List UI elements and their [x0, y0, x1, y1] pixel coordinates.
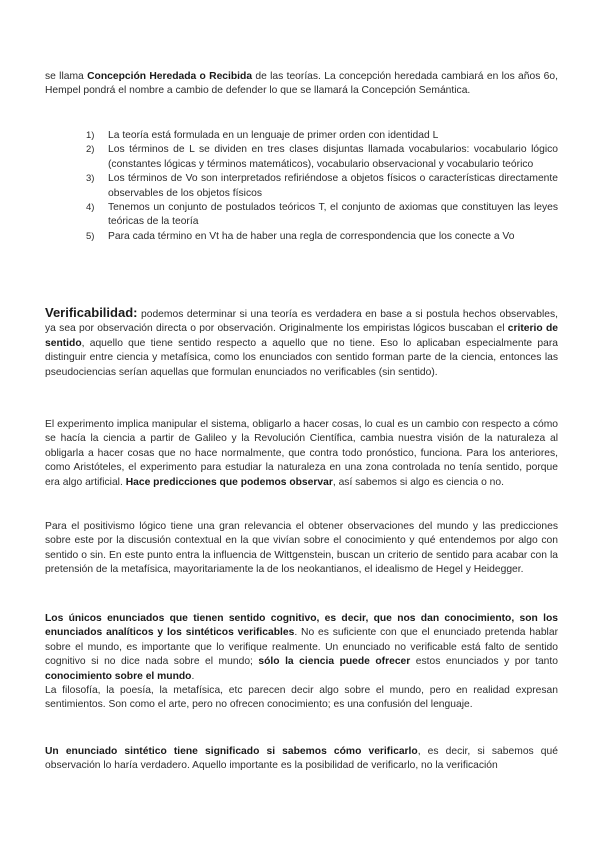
list-item: 3) Los términos de Vo son interpretados refiriéndose a objetos físicos o características directamente observables de los objetos físicos — [86, 173, 558, 199]
experimento-paragraph: El experimento implica manipular el sistema, obligarlo a hacer cosas, lo cual es un cambio con respecto a cómo se hacía la ciencia a partir de Galileo y la Revolución Científica, cambia nuestra visión de la naturaleza al obligarla a hacer cosas que no hace normalmente, que contra todo pronóstico, funciona. Para los anteriores, como Aristóteles, el experimento para estudiar la naturaleza en una zona controlada no tenía sentido, porque era algo artificial. Hace predicciones que podemos observar, así sabemos si algo es ciencia o no. — [45, 419, 558, 488]
list-item: 2) Los términos de L se dividen en tres clases disjuntas llamada vocabularios: vocabulario lógico (constantes lógicas y términos matemáticos), vocabulario observacional y vocabulario teórico — [86, 144, 558, 170]
list-item: 4) Tenemos un conjunto de postulados teóricos T, el conjunto de axiomas que constituyen las leyes teóricas de la teoría — [86, 202, 558, 228]
intro-paragraph: se llama Concepción Heredada o Recibida de las teorías. La concepción heredada cambiará en los años 6o, Hempel pondrá el nombre a cambio de defender lo que se llamará la Concepción Semántica. — [45, 71, 559, 97]
positivismo-paragraph: Para el positivismo lógico tiene una gran relevancia el obtener observaciones del mundo y las predicciones sobre este por la discusión contextual en la que vivían sobre el conocimiento y qué entendemos por algo con sentido o sin. En este punto entra la influencia de Wittgenstein, buscan un criterio de sentido para acabar con la pretensión de la metafísica, mayoritariamente la de los neokantianos, el idealismo de Hegel y Heidegger. — [45, 521, 558, 576]
sintetico-paragraph: Un enunciado sintético tiene significado si sabemos cómo verificarlo, es decir, si sabemos qué observación lo haría verdadero. Aquello importante es la posibilidad de verificarlo, no la verificación — [45, 746, 558, 772]
list-item: 1) La teoría está formulada en un lenguaje de primer orden con identidad L — [86, 130, 439, 141]
section-heading: Verificabilidad: — [45, 305, 138, 320]
verificabilidad-paragraph: Verificabilidad: podemos determinar si una teoría es verdadera en base a si postula hechos observables, ya sea por observación directa o por observación. Originalmente los empiristas lógicos buscaban el criterio de sentido, aquello que tiene sentido respecto a aquello que no tiene. Eso lo aplicaban especialmente para distinguir entre ciencia y metafísica, como los enunciados con sentido forman parte de la ciencia, entonces las pseudociencias serían aquellas que formulan enunciados no verificables (sin sentido). — [45, 305, 558, 378]
enunciados-paragraph: Los únicos enunciados que tienen sentido cognitivo, es decir, que nos dan conocimiento, son los enunciados analíticos y los sintéticos verificables. No es suficiente con que el enunciado pretenda hablar sobre el mundo, es importante que lo verifique realmente. Un enunciado no verificable está falto de sentido cognitivo si no dice nada sobre el mundo; sólo la ciencia puede ofrecer estos enunciados y por tanto conocimiento sobre el mundo. La filosofía, la poesía, la metafísica, etc parecen decir algo sobre el mundo, pero en realidad expresan sentimientos. Son como el arte, pero no ofrecen conocimiento; es una confusión del lenguaje. — [45, 613, 558, 711]
term-concepcion-heredada: Concepción Heredada o Recibida — [87, 71, 253, 82]
numbered-list — [86, 129, 558, 244]
list-item: 5) Para cada término en Vt ha de haber una regla de correspondencia que los conecte a Vo — [86, 230, 515, 242]
